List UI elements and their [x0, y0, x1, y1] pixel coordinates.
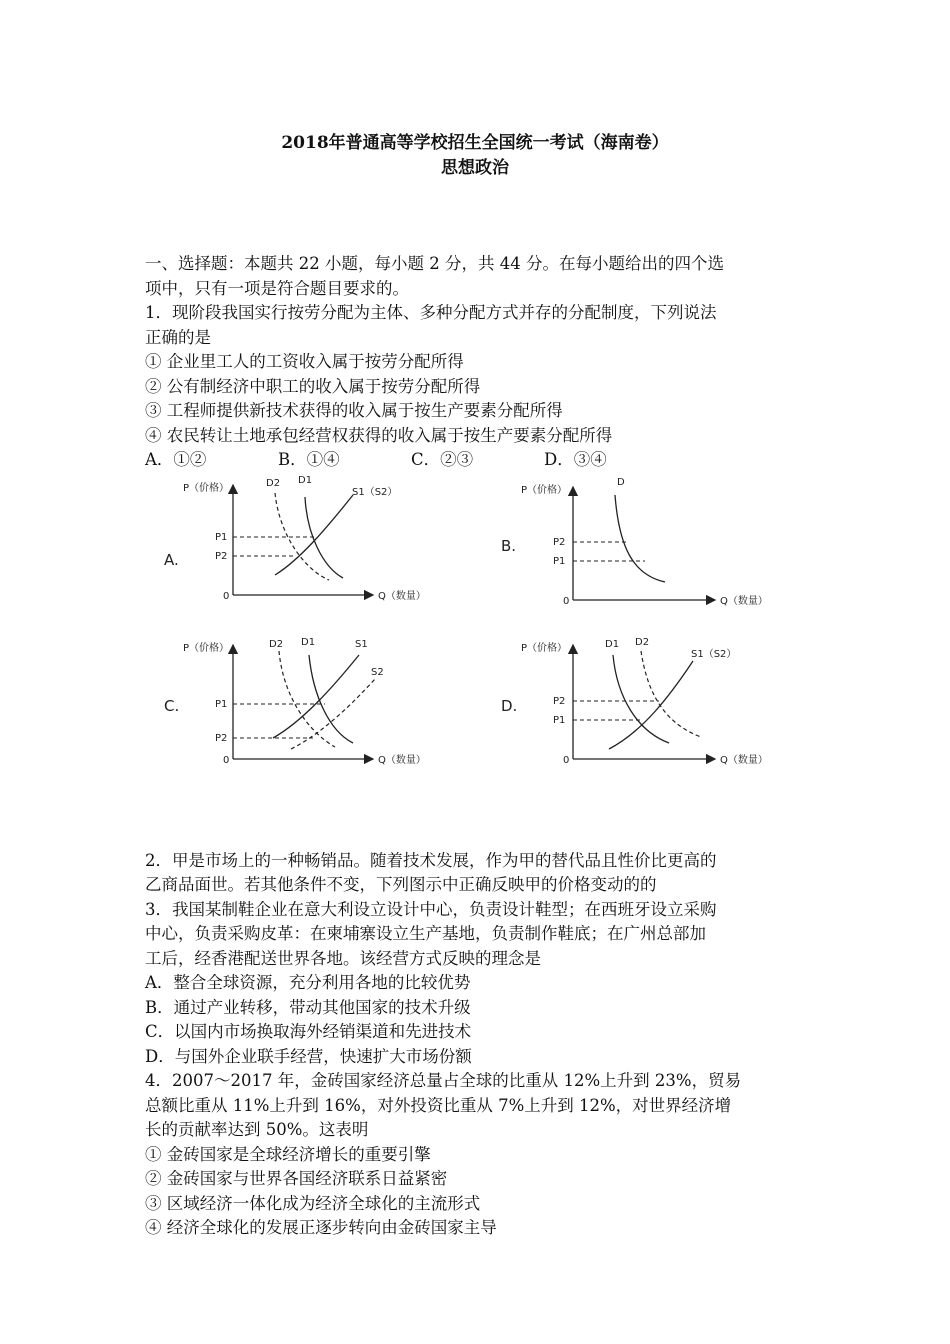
curve-label: D1 [301, 636, 316, 648]
panel-letter: B. [501, 536, 517, 555]
statement-item: ② 公有制经济中职工的收入属于按劳分配所得 [145, 376, 481, 396]
question-stem-line: 长的贡献率达到 50%。这表明 [145, 1120, 369, 1139]
question-stem-line: 正确的是 [145, 327, 211, 347]
option-d: D．③④ [544, 450, 607, 469]
origin-label: 0 [223, 754, 230, 766]
question-stem-line: 中心，负责采购皮革：在柬埔寨设立生产基地，负责制作鞋底；在广州总部加 [145, 924, 706, 943]
option-a: A．①② [145, 450, 207, 469]
question-3 [145, 898, 815, 1070]
curve-label: S2 [371, 666, 384, 678]
origin-label: 0 [563, 595, 570, 607]
statement-item: ② 金砖国家与世界各国经济联系日益紧密 [145, 1169, 448, 1188]
panel-letter: D. [501, 696, 518, 715]
x-axis-label: Q（数量） [378, 754, 426, 766]
demand-curve-d [615, 495, 665, 582]
section-intro-line: 项中，只有一项是符合题目要求的。 [145, 278, 409, 298]
exam-title: 2018年普通高等学校招生全国统一考试（海南卷） [281, 133, 669, 153]
curve-label: D2 [266, 477, 281, 489]
graph-panel-b [501, 477, 768, 607]
statement-item: ① 企业里工人的工资收入属于按劳分配所得 [145, 352, 464, 371]
question-4 [145, 1069, 815, 1241]
question-1 [145, 301, 815, 473]
exam-content [145, 252, 815, 1241]
curve-label: D1 [298, 474, 313, 486]
x-axis-label: Q（数量） [720, 754, 768, 766]
price-label: P1 [215, 698, 228, 710]
option-b: B．①④ [278, 450, 340, 469]
curve-label: S1（S2） [691, 648, 737, 660]
statement-item: ④ 农民转让土地承包经营权获得的收入属于按生产要素分配所得 [145, 425, 613, 445]
panel-letter: A. [164, 550, 179, 569]
answer-options [145, 448, 815, 473]
curve-label: D2 [269, 638, 284, 650]
curve-label: D2 [635, 636, 650, 648]
price-label: P2 [553, 536, 566, 548]
graphs-figure [143, 475, 815, 841]
question-stem-line: 乙商品面世。若其他条件不变，下列图示中正确反映甲的价格变动的的 [145, 875, 657, 894]
question-stem-line: 3．我国某制鞋企业在意大利设立设计中心，负责设计鞋型；在西班牙设立采购 [145, 899, 717, 919]
y-axis-label: P（价格） [521, 642, 568, 654]
demand-curve-d1 [309, 655, 353, 743]
option-c: C．②③ [411, 450, 474, 469]
statement-item: ① 金砖国家是全球经济增长的重要引擎 [145, 1144, 431, 1164]
statement-item: ③ 工程师提供新技术获得的收入属于按生产要素分配所得 [145, 401, 563, 420]
question-2 [145, 849, 815, 898]
section-intro-line: 一、选择题：本题共 22 小题，每小题 2 分，共 44 分。在每小题给出的四个选 [145, 254, 724, 273]
graph-panel-c [164, 637, 426, 766]
price-label: P2 [215, 732, 228, 744]
graph-panel-d [501, 637, 768, 766]
price-label: P2 [553, 695, 566, 707]
statement-item: ④ 经济全球化的发展正逐步转向由金砖国家主导 [145, 1218, 497, 1237]
panel-letter: C. [164, 696, 180, 715]
option-c: C．以国内市场换取海外经销渠道和先进技术 [145, 1022, 472, 1041]
question-stem-line: 4．2007～2017 年，金砖国家经济总量占全球的比重从 12%上升到 23%，贸易 [145, 1071, 742, 1090]
price-label: P1 [215, 531, 228, 543]
demand-curve-d2 [279, 651, 335, 747]
price-label: P2 [215, 550, 228, 562]
origin-label: 0 [563, 754, 570, 766]
x-axis-label: Q（数量） [378, 590, 426, 602]
question-stem-line: 1．现阶段我国实行按劳分配为主体、多种分配方式并存的分配制度，下列说法 [145, 303, 717, 322]
curve-label: S1（S2） [352, 486, 398, 498]
curve-label: S1 [355, 638, 368, 650]
question-stem-line: 工后，经香港配送世界各地。该经营方式反映的理念是 [145, 948, 541, 968]
y-axis-label: P（价格） [521, 484, 568, 496]
demand-curve-d2 [641, 651, 701, 737]
graph-panel-a [164, 475, 426, 602]
question-stem-line: 2．甲是市场上的一种畅销品。随着技术发展，作为甲的替代品且性价比更高的 [145, 850, 717, 870]
statement-item: ③ 区域经济一体化成为经济全球化的主流形式 [145, 1193, 481, 1213]
curve-label: D1 [605, 638, 620, 650]
supply-curve-s1 [273, 655, 359, 738]
exam-subject: 思想政治 [441, 158, 509, 178]
supply-demand-graphs [143, 475, 815, 841]
option-a: A．整合全球资源，充分利用各地的比较优势 [145, 973, 471, 992]
y-axis-label: P（价格） [183, 642, 230, 654]
supply-curve-s1 [609, 661, 693, 749]
x-axis-label: Q（数量） [720, 595, 768, 607]
demand-curve-d1 [613, 655, 669, 743]
y-axis-label: P（价格） [183, 482, 230, 494]
option-b: B．通过产业转移，带动其他国家的技术升级 [145, 997, 471, 1017]
curve-label: D [617, 476, 625, 488]
origin-label: 0 [223, 590, 230, 602]
option-d: D．与国外企业联手经营，快速扩大市场份额 [145, 1046, 472, 1066]
price-label: P1 [553, 555, 566, 567]
price-label: P1 [553, 714, 566, 726]
question-stem-line: 总额比重从 11%上升到 16%，对外投资比重从 7%上升到 12%，对世界经济增 [145, 1095, 732, 1115]
